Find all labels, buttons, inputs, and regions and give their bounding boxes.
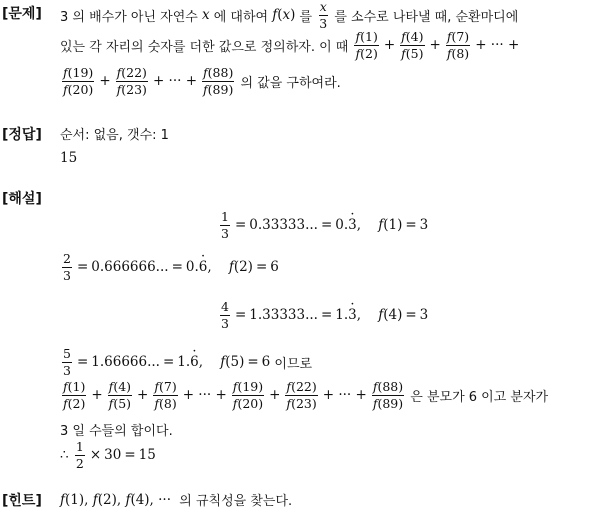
- answer-meta: 순서: 없음, 갯수: 1: [60, 128, 169, 143]
- problem-line-3: $\frac{f(19)}{f(20)}$ + $\frac{f(22)}{f(23)}$ + ··· + $\frac{f(88)}{f(89)}$ 의 값을 구하여라.: [63, 65, 341, 97]
- solution-line-6: 3 일 수들의 합이다.: [60, 424, 173, 439]
- problem-label: [문제]: [2, 6, 42, 22]
- problem-line-2: 있는 각 자리의 숫자를 더한 값으로 정의하자. 이 때 $\frac{f(1)}{f(2)}$ + $\frac{f(4)}{f(5)}$ + $\frac{f(7)}{f(8)}$ + ··· +: [60, 29, 520, 61]
- solution-line-7: ∴ $\frac{1}{2}$ × 30 = 15: [60, 439, 156, 471]
- solution-label: [해설]: [2, 191, 42, 207]
- solution-line-5: $\frac{f(1)}{f(2)}$ + $\frac{f(4)}{f(5)}$ + $\frac{f(7)}{f(8)}$ + ··· + $\frac{f(19)}{f(20)}$ + $\frac{f(22)}{f(23)}$ + ··· + $\frac{f(88)}{f(89)}$ 은 분모가 6 이고 분자가: [63, 379, 549, 411]
- answer-label: [정답]: [2, 127, 42, 143]
- solution-line-2: $\frac{2}{3}$ = 0.666666... = 0. · 6 , f (2) = 6: [60, 252, 279, 283]
- solution-line-4: $\frac{5}{3}$ = 1.66666... = 1. · 6 , f (5) = 6 이므로: [60, 347, 312, 378]
- problem-line-1: 3 의 배수가 아닌 자연수 x 에 대하여 f ( x ) 를 $\frac{x}{3}$ 를 소수로 나타낼 때, 순환마디에: [60, 0, 519, 31]
- answer-value: 15: [60, 150, 78, 166]
- hint-text: f (1), f (2), f (4), ··· 의 규칙성을 찾는다.: [60, 491, 293, 509]
- hint-label: [힌트]: [2, 493, 42, 509]
- solution-line-3: $\frac{4}{3}$ = 1.33333... = 1. · 3 , f (4) = 3: [218, 300, 428, 331]
- solution-line-1: $\frac{1}{3}$ = 0.33333... = 0. · 3 , f (1) = 3: [218, 210, 428, 241]
